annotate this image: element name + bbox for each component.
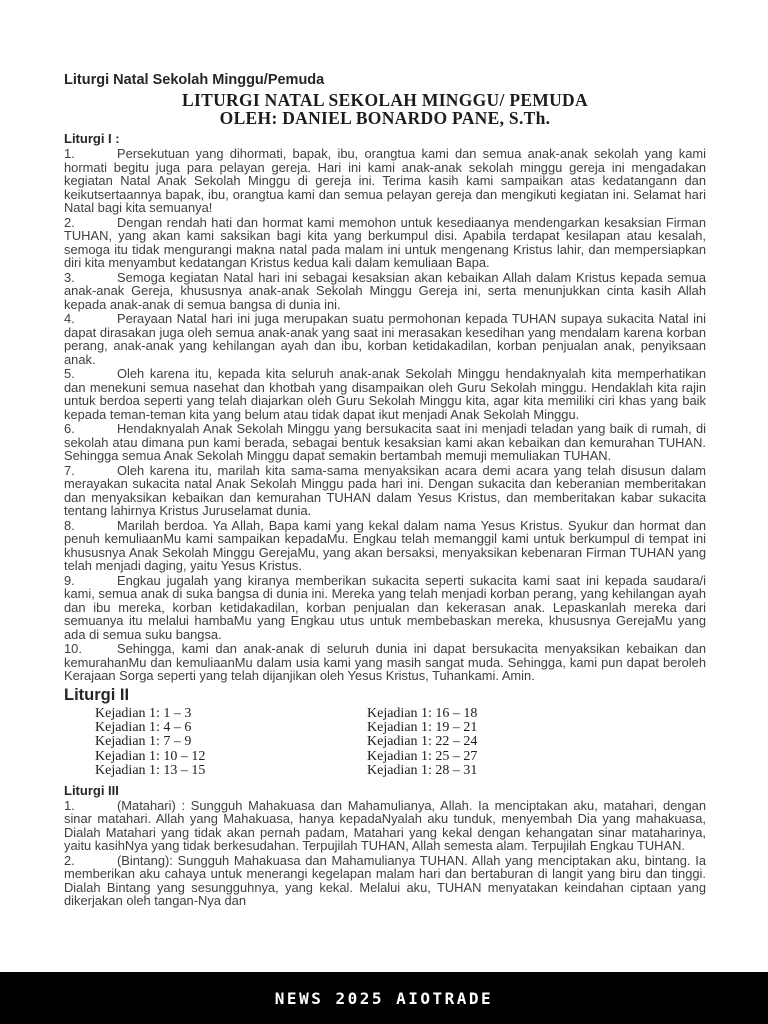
scripture-reference-list xyxy=(64,707,706,779)
document-body xyxy=(64,72,706,908)
scripture-reference: Kejadian 1: 28 – 31 xyxy=(367,763,478,779)
liturgi2-heading: Liturgi II xyxy=(64,685,130,704)
liturgi1-paragraph-5 xyxy=(64,367,706,421)
paragraph-number: 2. xyxy=(64,214,75,230)
scripture-reference: Kejadian 1: 19 – 21 xyxy=(367,719,478,735)
liturgi1-paragraph-7 xyxy=(64,464,706,518)
paragraph-number: 3. xyxy=(64,269,75,285)
paragraph-number: 5. xyxy=(64,366,75,381)
paragraph-text: Oleh karena itu, kepada kita seluruh anak-anak Sekolah Minggu hendaknyalah kita memperhatikan dan menekuni semua nasehat dan khotbah yang disampaikan oleh Guru Sekolah minggu. Hendaklah kita rajin untuk berdoa seperti yang telah diajarkan oleh Guru Sekolah Minggu kita, agar kita memiliki ciri khas yang baik kepada teman-teman kita yang belum atau tidak dapat ikut menjadi Anak Sekolah Minggu. xyxy=(64,366,706,422)
liturgi1-paragraph-8 xyxy=(64,519,706,573)
liturgi1-paragraph-1 xyxy=(64,147,706,215)
scripture-reference: Kejadian 1: 7 – 9 xyxy=(95,734,192,750)
watermark-text: NEWS 2025 AIOTRADE xyxy=(274,988,494,1008)
scripture-reference: Kejadian 1: 1 – 3 xyxy=(95,705,192,721)
paragraph-text: Perayaan Natal hari ini juga merupakan suatu permohonan kepada TUHAN supaya sukacita Natal ini dapat dirasakan juga oleh semua anak-anak yang saat ini merasakan kesedihan yang mendalam karena korban perang, anak-anak yang kehilangan ayah dan ibu, korban ketidakadilan, korban penjualan anak, penyiksaan anak. xyxy=(64,311,706,367)
liturgi1-paragraph-10 xyxy=(64,642,706,683)
scripture-reference: Kejadian 1: 22 – 24 xyxy=(367,734,478,750)
scripture-reference: Kejadian 1: 10 – 12 xyxy=(95,748,206,764)
paragraph-text: Semoga kegiatan Natal hari ini sebagai kesaksian akan kebaikan Allah dalam Kristus kepada semua anak-anak Gereja, khususnya anak-anak Sekolah Minggu Gereja ini, serta menunjukkan cinta kasih Allah kepada anak-anak di semua bangsa di dunia ini. xyxy=(64,269,706,312)
scripture-column-left xyxy=(95,707,367,779)
liturgi1-paragraph-6 xyxy=(64,422,706,463)
liturgi1-paragraph-4 xyxy=(64,312,706,366)
paragraph-text: Persekutuan yang dihormati, bapak, ibu, orangtua kami dan semua anak-anak sekolah yang kami hormati begitu juga para pelayan gereja. Hari ini kami anak-anak sekolah minggu gereja ini mengadakan kegiatan Natal Anak Sekolah Minggu di gereja ini. Terima kasih kami sampaikan atas kedatangann dan keikutsertaannya bapak, ibu, orangtua kami dan semua pelayan gereja dan mengikuti kegiatan ini. Selamat hari Natal bagi kita semuanya! xyxy=(64,146,706,215)
liturgi1-heading: Liturgi I : xyxy=(64,131,120,146)
paragraph-text: Hendaknyalah Anak Sekolah Minggu yang bersukacita saat ini menjadi teladan yang baik di rumah, di sekolah atau dimana pun kami berada, sebagai bentuk kesaksian kami akan kebaikan dan kemurahan TUHAN. Sehingga semua Anak Sekolah Minggu dapat semakin bertambah memuji memuliakan TUHAN. xyxy=(64,421,706,463)
paragraph-number: 2. xyxy=(64,852,75,868)
paragraph-text: Dengan rendah hati dan hormat kami memohon untuk kesediaanya mendengarkan kesaksian Firman TUHAN, yang akan kami saksikan bagi kita yang berkumpul disi. Apabila terdapat kesilapan atau kesalah, semoga itu tidak mengurangi makna natal pada malam ini untuk mengenang Kristus lahir, dan mempersiapkan diri kita menyambut kedatangan Kristus kedua kali dalam kemuliaan Bapa. xyxy=(64,214,706,270)
liturgi1-paragraph-3 xyxy=(64,271,706,312)
paragraph-text: Marilah berdoa. Ya Allah, Bapa kami yang kekal dalam nama Yesus Kristus. Syukur dan hormat dan penuh kemuliaanMu kami sampaikan kepadaMu. Engkau telah memanggil kami untuk berkumpul di tempat ini khususnya Anak Sekolah Minggu GerejaMu, yang akan bersaksi, menyaksikan kebenaran Firman TUHAN yang telah menjadi daging, yaitu Yesus Kristus. xyxy=(64,517,706,573)
liturgi3-paragraph-2 xyxy=(64,854,706,908)
paragraph-number: 1. xyxy=(64,146,75,161)
paragraph-text: Engkau jugalah yang kiranya memberikan sukacita seperti sukacita kami saat ini kepada saudara/i kami, semua anak di suka bangsa di dunia ini. Mereka yang telah menjadi korban perang, yang kehilangan ayah dan ibu mereka, korban ketidakadilan, korban penjualan dan kekerasan anak. Lepaskanlah mereka dari semuanya itu melalui hambaMu yang Engkau utus untuk membebaskan mereka, khususnya GerejaMu yang ada di semua suku bangsa. xyxy=(64,572,706,642)
liturgi3-heading: Liturgi III xyxy=(64,782,119,798)
scripture-reference: Kejadian 1: 16 – 18 xyxy=(367,705,478,721)
document-subtitle: Liturgi Natal Sekolah Minggu/Pemuda xyxy=(64,72,325,88)
paragraph-text: (Matahari) : Sungguh Mahakuasa dan Mahamulianya, Allah. Ia menciptakan aku, matahari, dengan sinar matahari. Allah yang Mahakuasa, hanya kepadaNyalah aku tunduk, menyembah Dia yang mahakuasa, Dialah Matahari yang tidak akan pernah padam, Matahari yang kekal dengan kehangatan sinar mataharinya, yaitu kasihNya yang tidak berkesudahan. Terpujilah TUHAN, Allah semesta alam. Terpujilah Engkau TUHAN. xyxy=(64,797,706,854)
watermark-bar xyxy=(0,972,768,1024)
liturgi1-paragraph-2 xyxy=(64,216,706,270)
scripture-reference: Kejadian 1: 25 – 27 xyxy=(367,748,478,764)
liturgi3-paragraph-1 xyxy=(64,799,706,853)
paragraph-number: 4. xyxy=(64,311,75,326)
scripture-reference: Kejadian 1: 13 – 15 xyxy=(95,763,206,779)
paragraph-number: 6. xyxy=(64,421,75,436)
scripture-column-right xyxy=(367,707,706,779)
paragraph-text: Sehingga, kami dan anak-anak di seluruh dunia ini dapat bersukacita menyaksikan kebaikan dan kemurahanMu dan kemuliaanMu dalam usia kami yang masih sangat muda. Sehingga, kami pun dapat beroleh Kerajaan Sorga seperti yang telah dijanjikan oleh Yesus Kristus, Tuhankami. Amin. xyxy=(64,641,706,683)
paragraph-number: 1. xyxy=(64,797,75,813)
scripture-reference: Kejadian 1: 4 – 6 xyxy=(95,719,192,735)
paragraph-text: (Bintang): Sungguh Mahakuasa dan Mahamulianya TUHAN. Allah yang menciptakan aku, bintang. Ia memberikan aku cahaya untuk menerangi kegelapan malam hari dan bertaburan di langit yang biru dan tinggi. Dialah Bintang yang sesungguhnya, yang kekal. Melalui aku, TUHAN menyatakan keindahan ciptaan yang dikerjakan oleh tangan-Nya dan xyxy=(64,852,706,909)
paragraph-number: 8. xyxy=(64,517,75,533)
paragraph-number: 7. xyxy=(64,462,75,478)
document-title-line1: LITURGI NATAL SEKOLAH MINGGU/ PEMUDA xyxy=(182,90,588,110)
paragraph-number: 9. xyxy=(64,572,75,588)
document-title-line2: OLEH: DANIEL BONARDO PANE, S.Th. xyxy=(219,108,551,128)
paragraph-text: Oleh karena itu, marilah kita sama-sama menyaksikan acara demi acara yang telah disusun dalam merayakan sukacita natal Anak Sekolah Minggu pada hari ini. Dengan sukacita dan keberanian memberitakan dan menyaksikan kebaikan dan kemurahan TUHAN dalam Yesus Kristus, dan memberitakan kabar sukacita tentang lahirnya Kristus Juruselamat dunia. xyxy=(64,462,706,518)
paragraph-number: 10. xyxy=(64,641,82,656)
liturgi1-paragraph-9 xyxy=(64,574,706,642)
